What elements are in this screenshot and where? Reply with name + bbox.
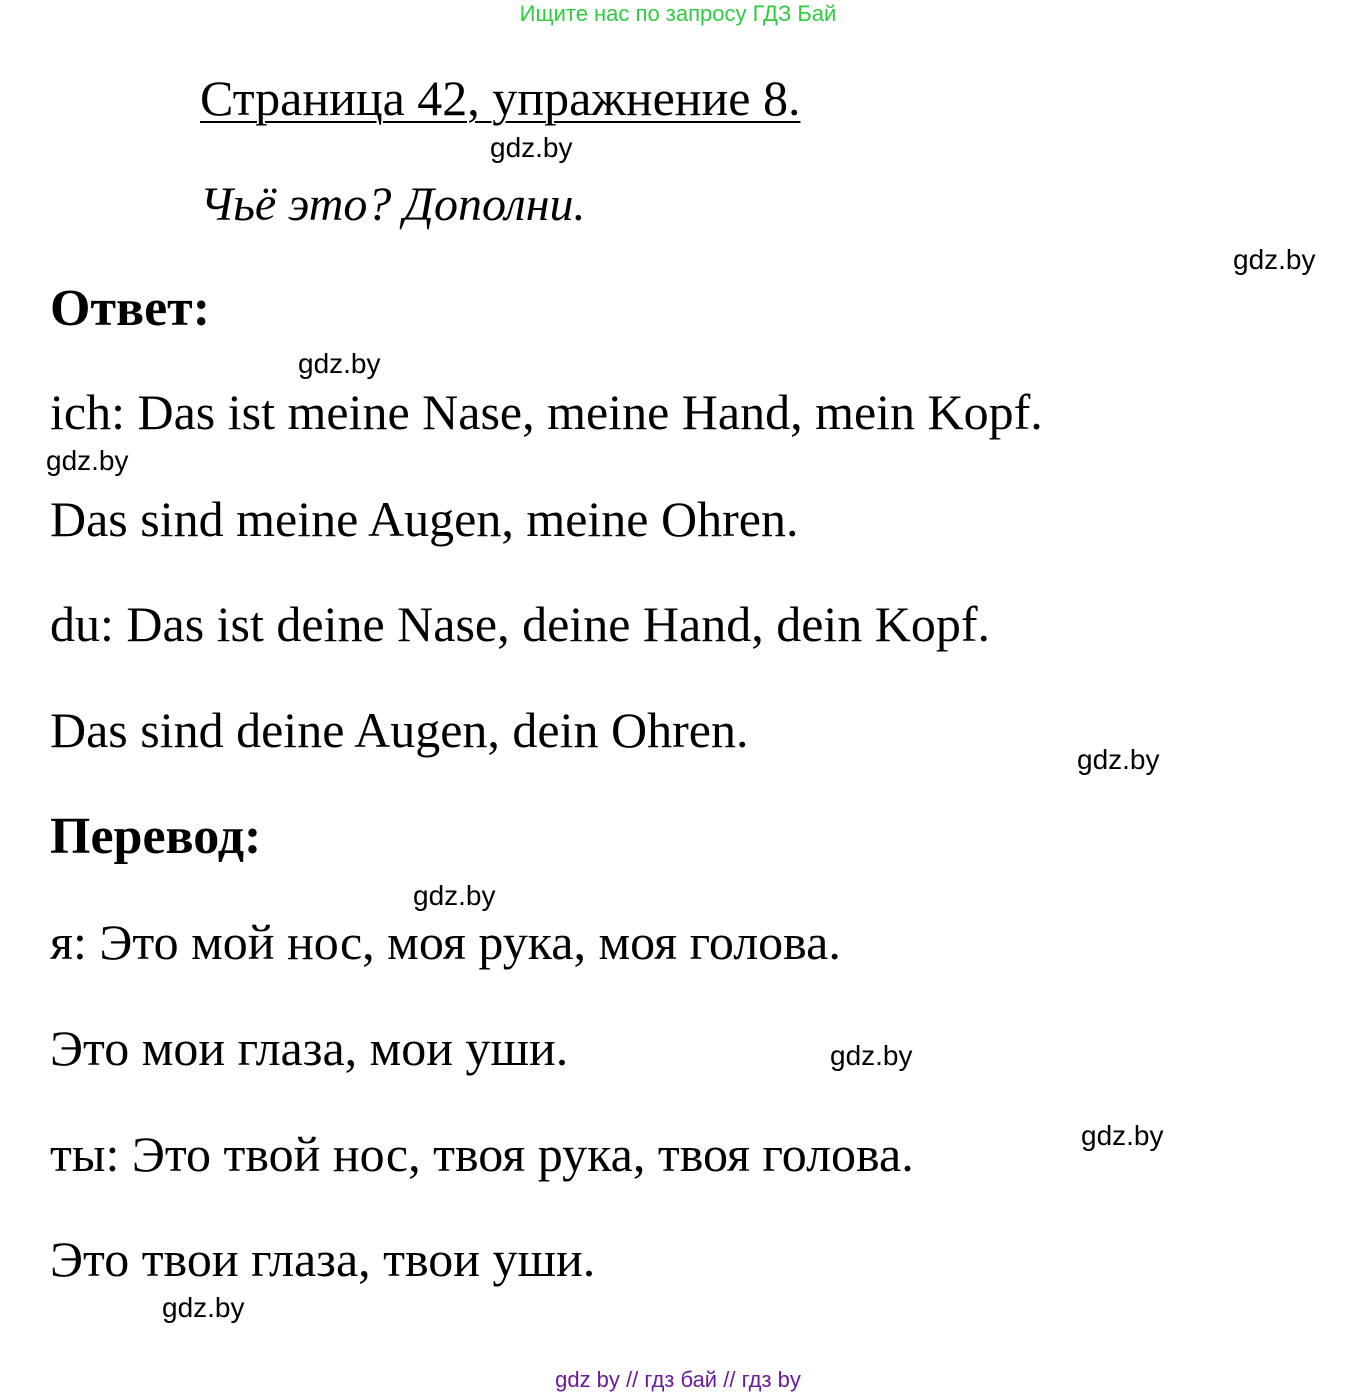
watermark: gdz.by: [162, 1292, 245, 1323]
watermark: gdz.by: [830, 1040, 913, 1071]
footer-link[interactable]: gdz by: [555, 1367, 620, 1392]
translation-line: ты: Это твой нос, твоя рука, твоя голова.: [50, 1126, 914, 1182]
translation-line: я: Это мой нос, моя рука, моя голова.: [50, 914, 841, 970]
page-title: Страница 42, упражнение 8.: [200, 70, 801, 126]
watermark: gdz.by: [298, 348, 381, 379]
footer-separator: //: [626, 1367, 639, 1392]
answer-line: du: Das ist deine Nase, deine Hand, dein Kopf.: [50, 596, 991, 652]
watermark: gdz.by: [1077, 744, 1160, 775]
translation-heading: Перевод:: [50, 808, 262, 865]
footer-separator: //: [723, 1367, 736, 1392]
answer-line: ich: Das ist meine Nase, meine Hand, mein Kopf.: [50, 384, 1043, 440]
answer-line: Das sind meine Augen, meine Ohren.: [50, 491, 799, 547]
answer-heading: Ответ:: [50, 280, 211, 337]
top-banner: Ищите нас по запросу ГДЗ Бай: [519, 1, 837, 26]
watermark: gdz.by: [413, 880, 496, 911]
watermark: gdz.by: [1081, 1120, 1164, 1151]
watermark: gdz.by: [490, 132, 573, 163]
watermark: gdz.by: [1233, 244, 1316, 275]
footer-link[interactable]: гдз by: [741, 1367, 801, 1392]
footer-link[interactable]: гдз бай: [644, 1367, 718, 1392]
translation-line: Это мои глаза, мои уши.: [50, 1020, 569, 1076]
footer-links: [0, 1366, 1356, 1394]
watermark: gdz.by: [46, 445, 129, 476]
translation-line: Это твои глаза, твои уши.: [50, 1231, 596, 1287]
exercise-instruction: Чьё это? Дополни.: [200, 178, 586, 231]
answer-line: Das sind deine Augen, dein Ohren.: [50, 702, 749, 758]
